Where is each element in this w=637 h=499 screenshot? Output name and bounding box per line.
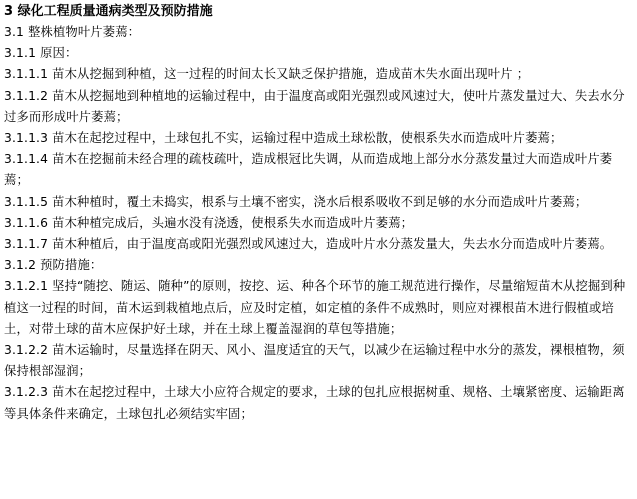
paragraph-3-1-1-1: 3.1.1.1 苗木从挖掘到种植，这一过程的时间太长又缺乏保护措施，造成苗木失水面出现叶片 ； xyxy=(4,67,530,82)
paragraph-3-1-1-5: 3.1.1.5 苗木种植时，覆土未捣实，根系与土壤不密实，浇水后根系吸收不到足够的水分而造成叶片萎蔫； xyxy=(4,194,588,209)
paragraph-3-1-2-3: 3.1.2.3 苗木在起挖过程中，土球大小应符合规定的要求，土球的包扎应根据树重、规格、土壤紧密度、运输距离等具体条件来确定，土球包扎必须结实牢固； xyxy=(4,385,625,421)
paragraph-3-1-1-6: 3.1.1.6 苗木种植完成后，头遍水没有浇透，使根系失水而造成叶片萎蔫； xyxy=(4,215,414,230)
paragraph-3-1-1-3: 3.1.1.3 苗木在起挖过程中，土球包扎不实，运输过程中造成土球松散，使根系失水而造成叶片萎蔫； xyxy=(4,131,563,146)
heading-3-1: 3.1 整株植物叶片萎蔫： xyxy=(4,25,141,39)
paragraph-3-1-1-7: 3.1.1.7 苗木种植后，由于温度高或阳光强烈或风速过大，造成叶片水分蒸发量大，失去水分而造成叶片萎蔫。 xyxy=(4,237,613,252)
section-title: 3 绿化工程质量通病类型及预防措施 xyxy=(4,4,213,19)
paragraph-3-1-2-1: 3.1.2.1 坚持“随挖、随运、随种”的原则，按挖、运、种各个环节的施工规范进行操作，尽量缩短苗木从挖掘到种植这一过程的时间，苗木运到栽植地点后，应及时定植，如定植的条件不成熟时，则应对裸根苗木进行假植或培土，对带土球的苗木应保护好土球，并在土球上覆盖湿润的草包等措施； xyxy=(4,279,626,336)
heading-3-1-1: 3.1.1 原因： xyxy=(4,46,78,61)
paragraph-3-1-1-2: 3.1.1.2 苗木从挖掘地到种植地的运输过程中，由于温度高或阳光强烈或风速过大，使叶片蒸发量过大、失去水分过多而形成叶片萎蔫； xyxy=(4,88,625,124)
paragraph-3-1-1-4: 3.1.1.4 苗木在挖掘前未经合理的疏枝疏叶，造成根冠比失调，从而造成地上部分水分蒸发量过大而造成叶片萎蔫； xyxy=(4,152,613,188)
heading-3-1-2: 3.1.2 预防措施： xyxy=(4,258,103,273)
paragraph-3-1-2-2: 3.1.2.2 苗木运输时，尽量选择在阴天、风小、温度适宜的天气，以减少在运输过程中水分的蒸发，裸根植物，须保持根部湿润； xyxy=(4,343,625,379)
